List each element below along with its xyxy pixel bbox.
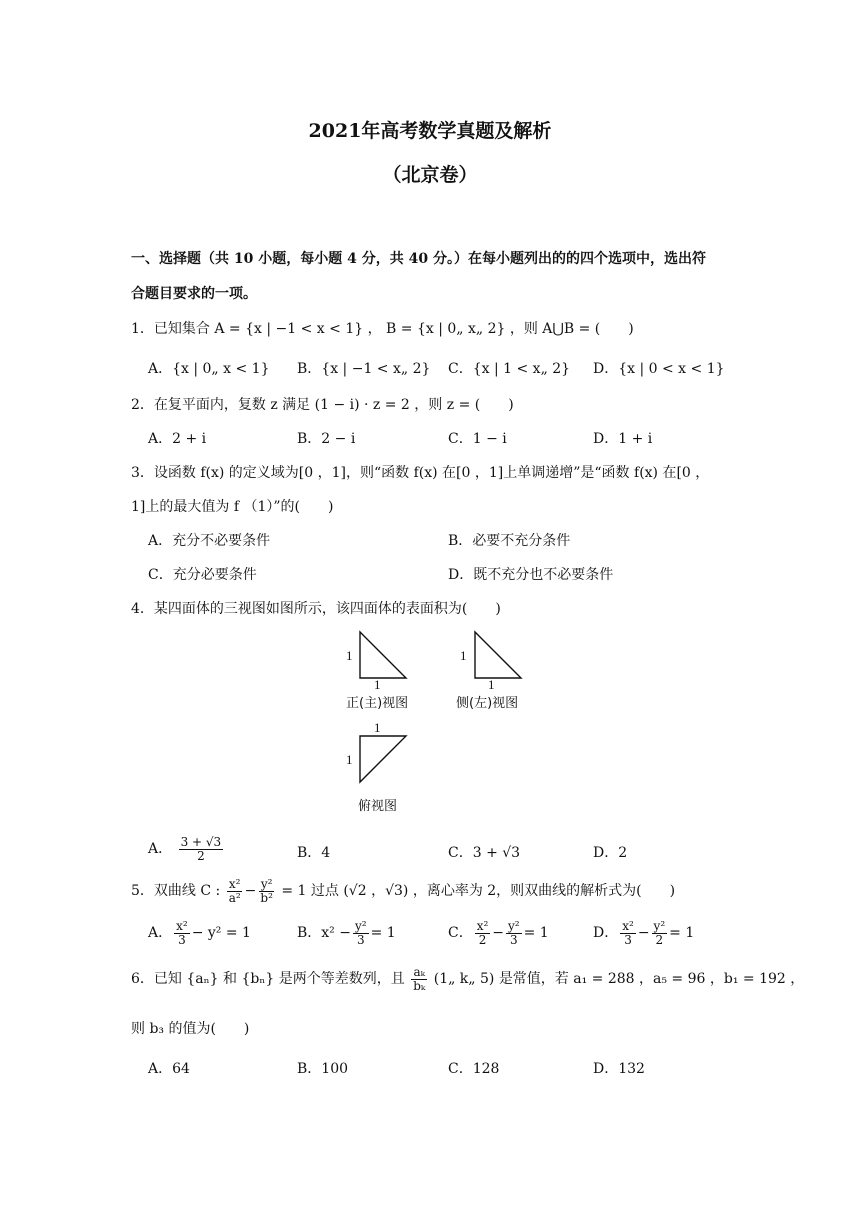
q6-option-c: C．128	[448, 1061, 500, 1077]
q5-option-c-letter: C．	[448, 925, 473, 942]
q3-option-a: A．充分不必要条件	[148, 533, 271, 549]
q4-option-a-numerator: 3 + √3	[180, 835, 222, 849]
q5-a-suffix: − y² = 1	[191, 925, 251, 942]
q3-option-d: D．既不充分也不必要条件	[448, 567, 614, 583]
q5-b-den: 3	[356, 932, 365, 947]
q6-suffix: (1„ k„ 5) 是常值，若 a₁ = 288 ，a₅ = 96 ，b₁ = 192 ，	[433, 971, 805, 988]
q6-option-a: A．64	[148, 1061, 190, 1077]
q5-d-num1: x²	[622, 919, 634, 933]
q6-frac-num: aₖ	[413, 965, 426, 979]
question-4: 4．某四面体的三视图如图所示，该四面体的表面积为( )	[131, 601, 501, 617]
q5-option-a-fraction	[174, 920, 190, 946]
front-view-height-label: 1	[346, 648, 353, 663]
q4-option-a-fraction	[179, 836, 224, 862]
side-view-triangle	[475, 632, 521, 678]
q2-option-d: D．1 + i	[593, 431, 653, 447]
question-5: 5．双曲线 C : $\frac{\text{x²}}{\text{a²}}$ − $\frac{\text{y²}}{\text{b²}}$ = 1 过点 (√2 ，√3) ，离心率为 2，则双曲线的解析式为( )	[131, 877, 676, 905]
front-view-triangle	[360, 632, 406, 678]
question-6-line1	[131, 966, 804, 992]
q5-b-suffix: = 1	[370, 925, 396, 942]
q3-option-c: C．充分必要条件	[148, 567, 257, 583]
page-title: 2021年高考数学真题及解析	[308, 120, 552, 142]
q6-prefix: 6．已知 {aₙ} 和 {bₙ} 是两个等差数列，且	[131, 971, 405, 988]
question-3-line2: 1]上的最大值为 f （1）”的( )	[131, 499, 334, 515]
question-2: 2．在复平面内，复数 z 满足 (1 − i) · z = 2 ，则 z = ( )	[131, 397, 514, 413]
q5-c-den2: 3	[510, 932, 518, 947]
q5-d-num2: y²	[653, 919, 666, 933]
section-heading-line1: 一、选择题（共 10 小题，每小题 4 分，共 40 分。）在每小题列出的的四个选项中，选出符	[131, 251, 706, 267]
q5-frac2-den: b²	[260, 890, 273, 905]
q5-d-suffix: = 1	[669, 925, 695, 942]
q5-option-a-letter: A．	[148, 925, 173, 942]
q5-suffix: = 1 过点 (√2 ，√3) ，离心率为 2，则双曲线的解析式为( )	[281, 883, 676, 900]
front-view-label: 正(主)视图	[346, 696, 409, 711]
q5-c-num2: y²	[508, 919, 520, 933]
q5-option-b	[297, 920, 396, 946]
q4-option-a	[148, 836, 225, 862]
q5-c-suffix: = 1	[523, 925, 549, 942]
q3-option-b: B．必要不充分条件	[448, 533, 571, 549]
q5-a-num: x²	[176, 919, 188, 933]
page-subtitle: （北京卷）	[382, 164, 478, 186]
q5-option-d-letter: D．	[593, 925, 619, 942]
q5-frac1-num: x²	[228, 877, 241, 891]
q1-option-b: B．{x | −1 < x„ 2}	[297, 361, 431, 377]
q6-option-b: B．100	[297, 1061, 349, 1077]
question-3-line1: 3．设函数 f(x) 的定义域为[0 ，1]，则“函数 f(x) 在[0 ，1]上单调递增”是“函数 f(x) 在[0 ，	[131, 465, 710, 481]
q5-option-d-fraction1	[620, 920, 636, 946]
q5-b-num: y²	[354, 919, 367, 933]
top-view-height-label: 1	[346, 752, 353, 767]
q5-frac1-den: a²	[228, 890, 241, 905]
q5-option-c: C． $\frac{\text{x²}}{2}$ − $\frac{\text{y²}}{3}$ = 1	[448, 919, 549, 947]
q2-option-b: B．2 − i	[297, 431, 356, 447]
q4-option-a-denominator: 2	[197, 848, 205, 863]
q5-option-a	[148, 920, 251, 946]
three-view-drawing	[330, 630, 550, 820]
q6-option-d: D．132	[593, 1061, 645, 1077]
q1-option-a: A．{x | 0„ x < 1}	[148, 361, 270, 377]
q5-fraction-y	[258, 878, 275, 904]
q6-fraction	[411, 966, 427, 992]
top-view-label: 俯视图	[358, 799, 398, 814]
q5-option-c-fraction1	[475, 920, 491, 946]
q2-option-c: C．1 − i	[448, 431, 507, 447]
question-6-line2: 则 b₃ 的值为( )	[131, 1021, 250, 1037]
q5-frac2-num: y²	[260, 877, 273, 891]
front-view-width-label: 1	[374, 677, 381, 692]
q5-d-den1: 3	[624, 932, 632, 947]
top-view-width-label: 1	[374, 720, 381, 735]
q6-frac-den: bₖ	[413, 978, 426, 993]
side-view-height-label: 1	[460, 648, 467, 663]
q1-option-c: C．{x | 1 < x„ 2}	[448, 361, 571, 377]
three-view-figure	[330, 630, 550, 820]
side-view-width-label: 1	[488, 677, 495, 692]
q5-c-den1: 2	[478, 932, 487, 947]
q5-option-c-fraction2	[506, 920, 522, 946]
q4-option-c: C．3 + √3	[448, 845, 521, 861]
q4-option-a-letter: A．	[148, 841, 173, 858]
section-heading-line2: 合题目要求的一项。	[131, 286, 257, 302]
q5-option-d-fraction2	[652, 920, 668, 946]
q5-d-den2: 2	[655, 932, 664, 947]
q5-a-den: 3	[178, 932, 186, 947]
q4-option-b: B．4	[297, 845, 331, 861]
q4-option-d: D．2	[593, 845, 628, 861]
top-view-triangle	[360, 736, 406, 782]
question-1: 1．已知集合 A = {x | −1 < x < 1} ， B = {x | 0„ x„ 2} ，则 A⋃B = ( )	[131, 321, 634, 337]
q5-c-num1: x²	[476, 919, 489, 933]
q5-option-b-letter: B．x² −	[297, 925, 351, 942]
q2-option-a: A．2 + i	[148, 431, 207, 447]
q1-option-d: D．{x | 0 < x < 1}	[593, 361, 725, 377]
q5-prefix: 5．双曲线 C :	[131, 883, 221, 900]
q5-option-d: D． $\frac{\text{x²}}{3}$ − $\frac{\text{y²}}{2}$ = 1	[593, 919, 695, 947]
q5-option-b-fraction	[353, 920, 369, 946]
side-view-label: 侧(左)视图	[456, 696, 519, 711]
q5-fraction-x	[227, 878, 243, 904]
